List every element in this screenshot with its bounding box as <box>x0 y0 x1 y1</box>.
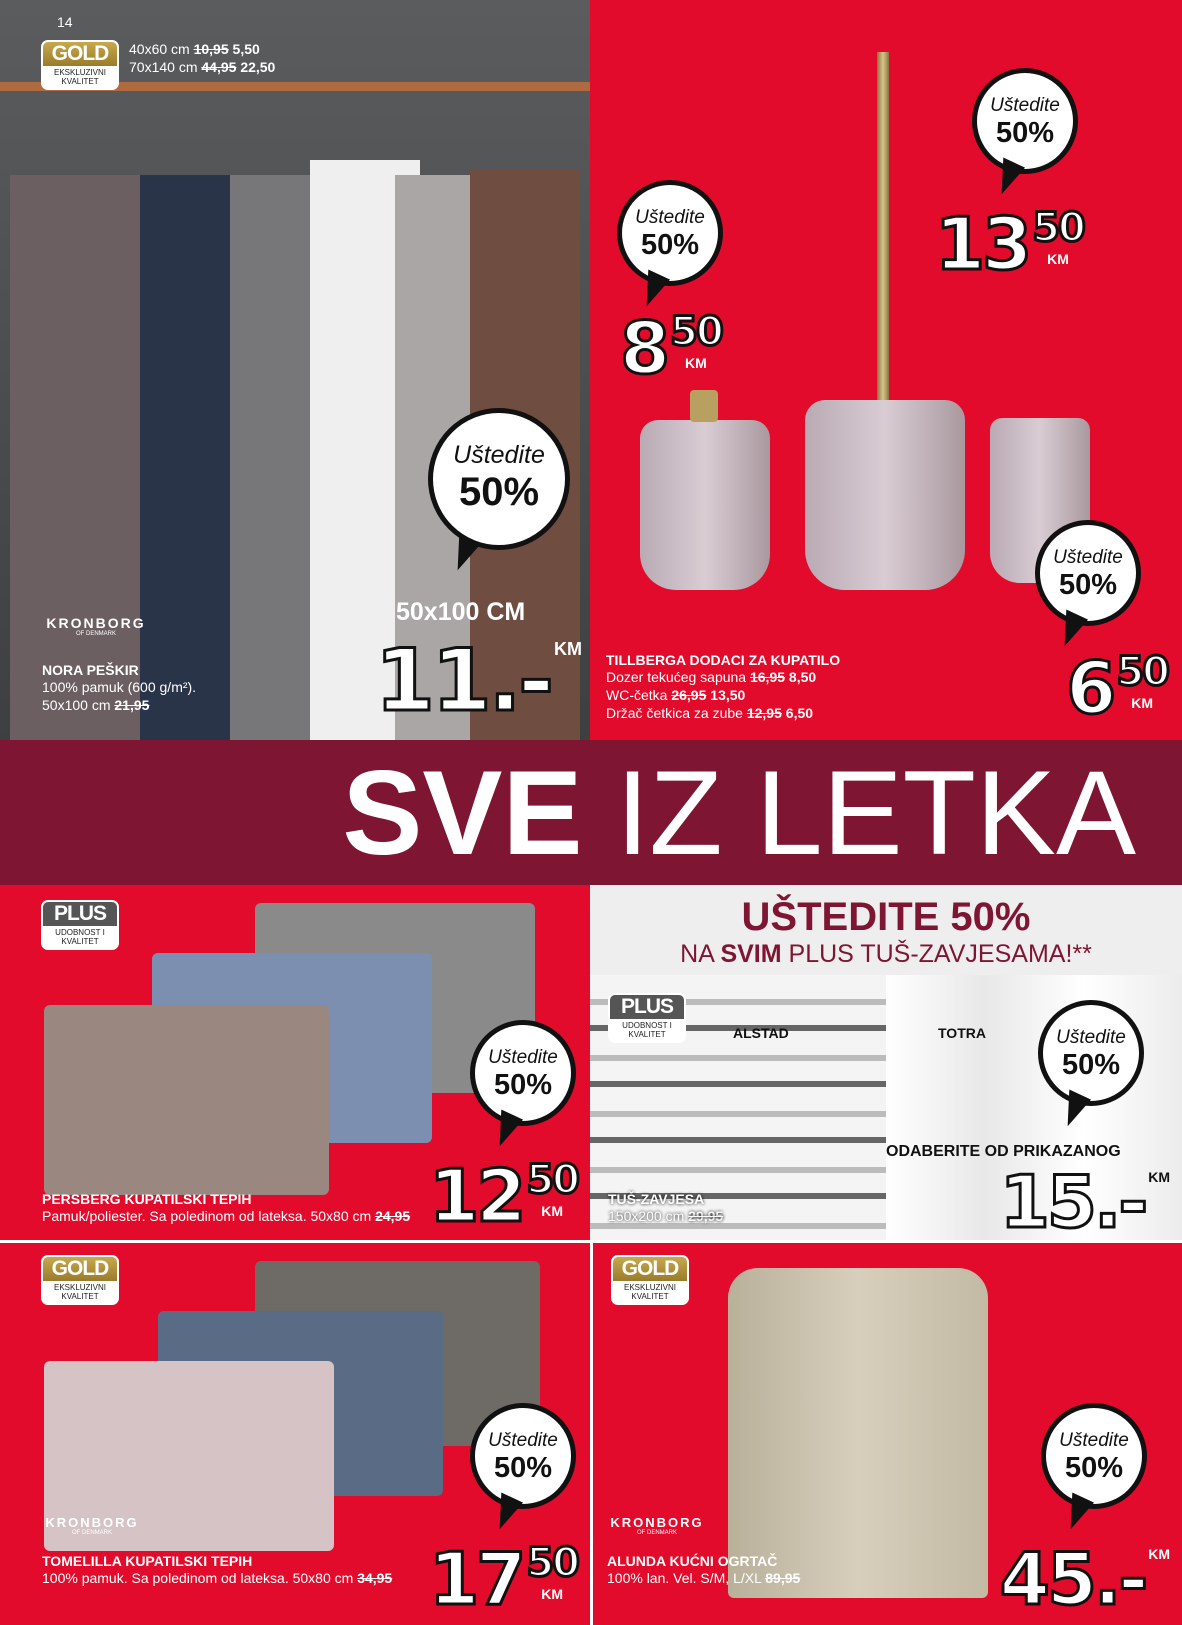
discount-bubble: Uštedite 50% <box>1041 1403 1147 1509</box>
plus-badge: PLUS UDOBNOST I KVALITET <box>608 993 686 1043</box>
soap-pump <box>690 390 718 422</box>
product-info: ALUNDA KUĆNI OGRTAČ 100% lan. Vel. S/M, L/XL 89,95 <box>607 1553 801 1586</box>
price-holder: 6 50 KM <box>1066 646 1168 730</box>
totra-label: TOTRA <box>938 1025 986 1041</box>
soap-dispenser-image <box>640 420 770 590</box>
currency: KM <box>1148 1169 1170 1185</box>
product-info: PERSBERG KUPATILSKI TEPIH Pamuk/poliester. Sa poledinom od lateksa. 50x80 cm 24,95 <box>42 1191 411 1224</box>
curtain-headline: UŠTEDITE 50% NA SVIM PLUS TUŠ-ZAVJESAMA!** <box>680 895 1092 968</box>
kronborg-logo: KRONBORG OF DENMARK <box>610 1515 704 1536</box>
discount-bubble: Uštedite 50% <box>972 68 1078 174</box>
gold-badge: GOLD EKSKLUZIVNI KVALITET <box>41 40 119 90</box>
currency: KM <box>685 355 707 371</box>
discount-bubble: Uštedite 50% <box>470 1403 576 1509</box>
currency: KM <box>1047 251 1069 267</box>
persberg-panel <box>0 885 590 1240</box>
toilet-brush-handle <box>877 52 889 412</box>
price: 15.- KM <box>999 1160 1170 1240</box>
alstad-label: ALSTAD <box>733 1025 789 1041</box>
tomelilla-panel <box>0 1240 590 1625</box>
plus-badge: PLUS UDOBNOST I KVALITET <box>41 900 119 950</box>
size-headline: 50x100 CM <box>396 598 526 626</box>
curtain-panel <box>590 885 1182 1240</box>
banner-title: SVE IZ LETKA <box>342 746 1136 880</box>
kronborg-logo: KRONBORG OF DENMARK <box>46 615 146 637</box>
price: 45.- KM <box>999 1537 1170 1621</box>
discount-bubble: Uštedite 50% <box>1038 1000 1144 1106</box>
price-brush: 13 50 KM <box>935 202 1084 286</box>
currency: KM <box>541 1586 564 1602</box>
rug-image <box>44 1005 329 1195</box>
product-info: TUŠ-ZAVJESA 150x200 cm 29,95 <box>608 1191 724 1224</box>
discount-bubble: Uštedite 50% <box>428 408 570 550</box>
bathrobe-image <box>728 1268 988 1598</box>
product-info: TOMELILLA KUPATILSKI TEPIH 100% pamuk. Sa poledinom od lateksa. 50x80 cm 34,95 <box>42 1553 393 1586</box>
currency: KM <box>1148 1546 1170 1562</box>
price: 12 50 KM <box>429 1154 578 1238</box>
tillberga-panel <box>590 0 1182 740</box>
price: 17 50 KM <box>429 1537 578 1621</box>
gold-badge: GOLD EKSKLUZIVNI KVALITET <box>611 1255 689 1305</box>
discount-bubble: Uštedite 50% <box>1035 520 1141 626</box>
page-number: 14 <box>57 14 73 30</box>
currency: KM <box>1131 695 1154 711</box>
currency: KM <box>541 1203 564 1219</box>
discount-bubble: Uštedite 50% <box>617 180 723 286</box>
nora-panel <box>0 0 590 740</box>
product-info: NORA PEŠKIR 100% pamuk (600 g/m²). 50x100 cm 21,95 <box>42 662 197 713</box>
price: 11.- KM <box>374 631 582 731</box>
product-info: TILLBERGA DODACI ZA KUPATILO Dozer tekućeg sapuna 16,95 8,50 WC-četka 26,95 13,50 Držač četkica za zube 12,95 6,50 <box>606 652 841 721</box>
choose-note: ODABERITE OD PRIKAZANOG <box>886 1143 1121 1160</box>
toilet-brush-image <box>805 400 965 590</box>
price-dispenser: 8 50 KM <box>620 306 722 390</box>
size-price-list: 40x60 cm 10,95 5,50 70x140 cm 44,95 22,50 <box>129 41 276 75</box>
currency: KM <box>554 639 582 659</box>
kronborg-logo: KRONBORG OF DENMARK <box>45 1515 139 1536</box>
banner <box>0 740 1182 885</box>
alunda-panel <box>590 1240 1182 1625</box>
discount-bubble: Uštedite 50% <box>470 1020 576 1126</box>
gold-badge: GOLD EKSKLUZIVNI KVALITET <box>41 1255 119 1305</box>
